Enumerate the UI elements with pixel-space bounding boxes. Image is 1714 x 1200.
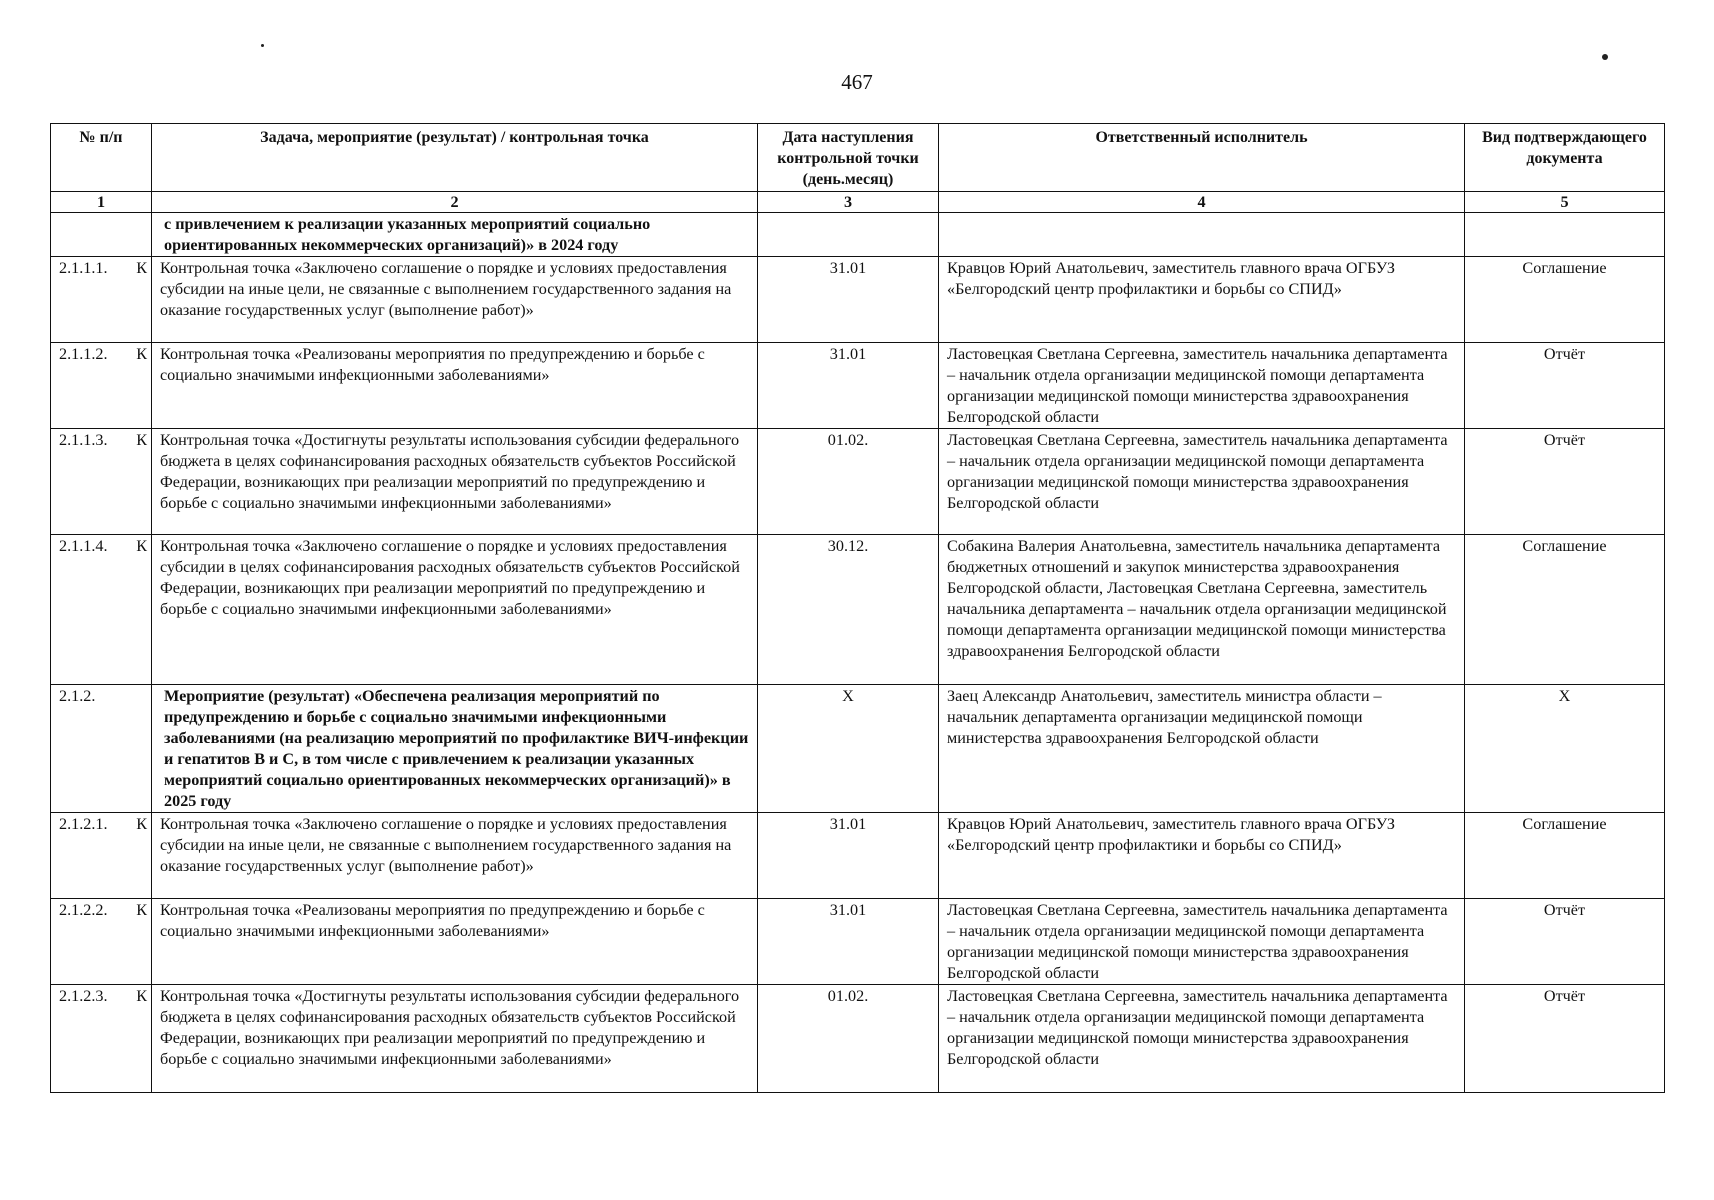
- row-date: 31.01: [758, 813, 939, 899]
- control-point-marker: К: [136, 345, 147, 363]
- continuation-row: [51, 213, 1665, 257]
- row-task: Контрольная точка «Заключено соглашение о порядке и условиях предоставления субсидии на иные цели, не связанные с выполнением государственного задания на оказание государственных услуг (выполнение работ)»: [152, 257, 758, 343]
- row-number: 2.1.1.2.: [59, 345, 108, 363]
- control-point-marker: К: [136, 431, 147, 449]
- control-point-marker: К: [136, 815, 147, 833]
- control-point-marker: К: [136, 987, 147, 1005]
- col-number-2: 2: [152, 192, 758, 213]
- col-header-executor: Ответственный исполнитель: [939, 124, 1465, 192]
- control-point-marker: К: [136, 537, 147, 555]
- row-task: Контрольная точка «Реализованы мероприятия по предупреждению и борьбе с социально значимыми инфекционными заболеваниями»: [152, 343, 758, 429]
- row-number: 2.1.1.1.: [59, 259, 108, 277]
- row-executor: Собакина Валерия Анатольевна, заместитель начальника департамента бюджетных отношений и закупок министерства здравоохранения Белгородской области, Ластовецкая Светлана Сергеевна, заместитель начальника департамента – начальник отдела организации медицинской помощи департамента организации медицинской помощи министерства здравоохранения Белгородской области: [939, 535, 1465, 685]
- table-row: [51, 685, 1665, 813]
- row-number-cell: [51, 257, 152, 343]
- page-number: 467: [841, 70, 873, 94]
- row-date: 31.01: [758, 343, 939, 429]
- row-number: 2.1.1.3.: [59, 431, 108, 449]
- row-task: Контрольная точка «Заключено соглашение о порядке и условиях предоставления субсидии на иные цели, не связанные с выполнением государственного задания на оказание государственных услуг (выполнение работ)»: [152, 813, 758, 899]
- row-task: Контрольная точка «Достигнуты результаты использования субсидии федерального бюджета в целях софинансирования расходных обязательств субъектов Российской Федерации, возникающих при реализации мероприятий по предупреждению и борьбе с социально значимыми инфекционными заболеваниями»: [152, 429, 758, 535]
- col-number-4: 4: [939, 192, 1465, 213]
- scan-speck: [1602, 54, 1608, 60]
- row-number-cell: [51, 429, 152, 535]
- row-date: Х: [758, 685, 939, 813]
- row-executor: Ластовецкая Светлана Сергеевна, заместитель начальника департамента – начальник отдела организации медицинской помощи департамента организации медицинской помощи министерства здравоохранения Белгородской области: [939, 899, 1465, 985]
- row-number-cell: [51, 899, 152, 985]
- col-header-number: № п/п: [51, 124, 152, 192]
- continuation-executor: [939, 213, 1465, 257]
- row-executor: Ластовецкая Светлана Сергеевна, заместитель начальника департамента – начальник отдела организации медицинской помощи департамента организации медицинской помощи министерства здравоохранения Белгородской области: [939, 343, 1465, 429]
- row-task: Контрольная точка «Заключено соглашение о порядке и условиях предоставления субсидии в целях софинансирования расходных обязательств субъектов Российской Федерации, возникающих при реализации мероприятий по предупреждению и борьбе с социально значимыми инфекционными заболеваниями»: [152, 535, 758, 685]
- table-row: [51, 899, 1665, 985]
- row-date: 01.02.: [758, 429, 939, 535]
- row-document: Соглашение: [1465, 535, 1665, 685]
- row-number-cell: [51, 813, 152, 899]
- row-executor: Кравцов Юрий Анатольевич, заместитель главного врача ОГБУЗ «Белгородский центр профилактики и борьбы со СПИД»: [939, 257, 1465, 343]
- col-header-task: Задача, мероприятие (результат) / контрольная точка: [152, 124, 758, 192]
- row-date: 30.12.: [758, 535, 939, 685]
- row-number-cell: [51, 985, 152, 1093]
- table-row: [51, 813, 1665, 899]
- continuation-doc: [1465, 213, 1665, 257]
- header-row: [51, 124, 1665, 192]
- col-number-5: 5: [1465, 192, 1665, 213]
- row-task: Контрольная точка «Достигнуты результаты использования субсидии федерального бюджета в целях софинансирования расходных обязательств субъектов Российской Федерации, возникающих при реализации мероприятий по предупреждению и борьбе с социально значимыми инфекционными заболеваниями»: [152, 985, 758, 1093]
- row-executor: Кравцов Юрий Анатольевич, заместитель главного врача ОГБУЗ «Белгородский центр профилактики и борьбы со СПИД»: [939, 813, 1465, 899]
- row-number-cell: [51, 343, 152, 429]
- row-task: Контрольная точка «Реализованы мероприятия по предупреждению и борьбе с социально значимыми инфекционными заболеваниями»: [152, 899, 758, 985]
- control-points-table: [50, 123, 1665, 1093]
- control-point-marker: К: [136, 901, 147, 919]
- row-document: Отчёт: [1465, 985, 1665, 1093]
- row-document: Отчёт: [1465, 429, 1665, 535]
- row-number-cell: [51, 535, 152, 685]
- row-number-cell: [51, 685, 152, 813]
- row-document: Отчёт: [1465, 899, 1665, 985]
- row-date: 31.01: [758, 257, 939, 343]
- row-executor: Ластовецкая Светлана Сергеевна, заместитель начальника департамента – начальник отдела организации медицинской помощи департамента организации медицинской помощи министерства здравоохранения Белгородской области: [939, 429, 1465, 535]
- col-number-1: 1: [51, 192, 152, 213]
- row-task: Мероприятие (результат) «Обеспечена реализация мероприятий по предупреждению и борьбе с социально значимыми инфекционными заболеваниями (на реализацию мероприятий по профилактике ВИЧ-инфекции и гепатитов В и С, в том числе с привлечением к реализации указанных мероприятий социально ориентированных некоммерческих организаций)» в 2025 году: [152, 685, 758, 813]
- continuation-task: с привлечением к реализации указанных мероприятий социально ориентированных некоммерческих организаций)» в 2024 году: [152, 213, 758, 257]
- row-document: Соглашение: [1465, 813, 1665, 899]
- col-header-date: Дата наступления контрольной точки (день.месяц): [758, 124, 939, 192]
- continuation-date: [758, 213, 939, 257]
- row-document: Х: [1465, 685, 1665, 813]
- row-number: 2.1.2.: [59, 687, 96, 705]
- row-executor: Ластовецкая Светлана Сергеевна, заместитель начальника департамента – начальник отдела организации медицинской помощи департамента организации медицинской помощи министерства здравоохранения Белгородской области: [939, 985, 1465, 1093]
- row-executor: Заец Александр Анатольевич, заместитель министра области – начальник департамента организации медицинской помощи министерства здравоохранения Белгородской области: [939, 685, 1465, 813]
- row-document: Соглашение: [1465, 257, 1665, 343]
- row-number: 2.1.2.2.: [59, 901, 108, 919]
- col-number-3: 3: [758, 192, 939, 213]
- scan-speck: [261, 44, 264, 47]
- table-row: [51, 257, 1665, 343]
- row-number: 2.1.2.1.: [59, 815, 108, 833]
- table-row: [51, 535, 1665, 685]
- row-number: 2.1.1.4.: [59, 537, 108, 555]
- row-document: Отчёт: [1465, 343, 1665, 429]
- control-point-marker: К: [136, 259, 147, 277]
- table-row: [51, 429, 1665, 535]
- row-date: 31.01: [758, 899, 939, 985]
- column-number-row: [51, 192, 1665, 213]
- row-number: 2.1.2.3.: [59, 987, 108, 1005]
- col-header-document: Вид подтверждающего документа: [1465, 124, 1665, 192]
- table-row: [51, 343, 1665, 429]
- row-date: 01.02.: [758, 985, 939, 1093]
- continuation-number: [51, 213, 152, 257]
- table-row: [51, 985, 1665, 1093]
